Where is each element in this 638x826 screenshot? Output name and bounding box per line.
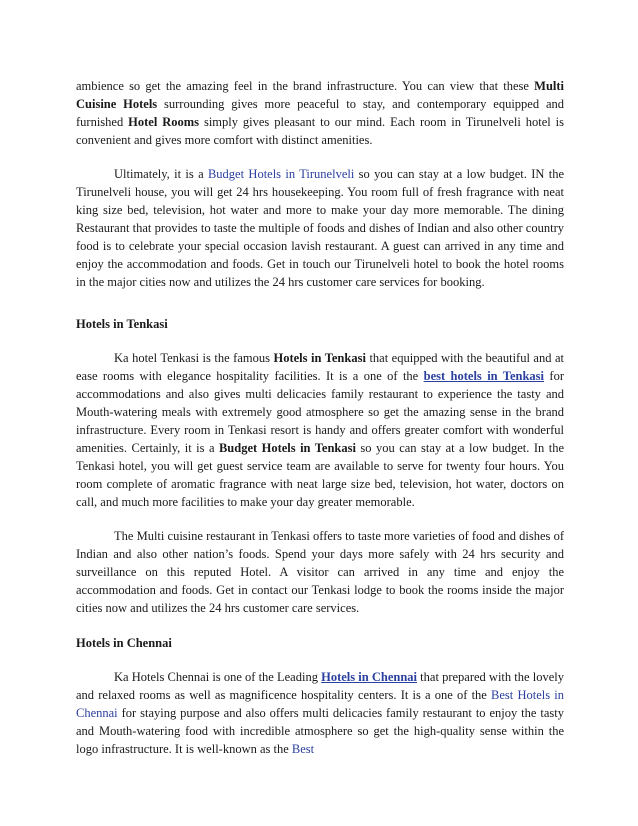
heading-hotels-in-tenkasi: Hotels in Tenkasi bbox=[76, 317, 168, 331]
paragraph-chennai-intro: Ka Hotels Chennai is one of the Leading Hotels in Chennai that prepared with the lovely and relaxed rooms as well as magnificence hospitality centers. It is a one of the Best Hotels in Chennai for staying purpose and also offers multi delicacies family restaurant to enjoy the tasty and Mouth-watering food with incredible atmosphere so get the high-quality sense within the logo infrastructure. It is well-known as the Best bbox=[76, 670, 564, 756]
paragraph-tirunelveli-budget: Ultimately, it is a Budget Hotels in Tirunelveli so you can stay at a low budget. IN the Tirunelveli house, you will get 24 hrs housekeeping. You room full of fresh fragrance with neat king size bed, television, hot water and more to make your day more memorable. The dining Restaurant that provides to taste the multiple of foods and dishes of Indian and also other country food is to celebrate your special occasion lavish restaurant. A guest can arrived in any time and enjoy the accommodation and foods. Get in touch our Tirunelveli hotel to book the hotel rooms in the major cities now and utilizes the 24 hrs customer care services for booking. bbox=[76, 167, 564, 289]
paragraph-tenkasi-intro: Ka hotel Tenkasi is the famous Hotels in Tenkasi that equipped with the beautiful and at ease rooms with elegance hospitality facilities. It is a one of the best hotels in Tenkasi for accommodations and also gives multi delicacies family restaurant to experience the tasty and Mouth-watering meals with extremely good atmosphere so get the amazing sense in the brand infrastructure. Every room in Tenkasi resort is handy and offers greater comfort with wonderful amenities. Certainly, it is a Budget Hotels in Tenkasi so you can stay at a low budget. In the Tenkasi hotel, you will get guest service team are available to serve for twenty four hours. You room complete of aromatic fragrance with neat large size bed, television, hot water, doctors on call, and much more facilities to make your day greater memorable. bbox=[76, 351, 565, 509]
bold-budget-hotels-tenkasi: Budget Hotels in Tenkasi bbox=[218, 441, 356, 455]
link-best-hotels-chennai[interactable]: Best Hotels in Chennai bbox=[76, 688, 564, 720]
section-chennai bbox=[76, 634, 564, 758]
bold-hotel-rooms: Hotel Rooms bbox=[128, 115, 200, 129]
paragraph-tenkasi-restaurant: The Multi cuisine restaurant in Tenkasi offers to taste more varieties of food and dishes of Indian and also other nation’s foods. Spend your days more safely with 24 hrs security and surveillance on this reputed Hotel. A visitor can arrived in any time and enjoy the accommodation and foods. Get in contact our Tenkasi lodge to book the rooms inside the major cities now and utilizes the 24 hrs customer care services. bbox=[76, 529, 564, 615]
heading-hotels-in-chennai: Hotels in Chennai bbox=[76, 636, 172, 650]
bold-hotels-in-tenkasi: Hotels in Tenkasi bbox=[273, 351, 366, 365]
section-tenkasi bbox=[76, 315, 564, 617]
link-best-trailing[interactable]: Best bbox=[291, 742, 315, 756]
section-tirunelveli bbox=[76, 77, 564, 291]
paragraph-tirunelveli-amenities: ambience so get the amazing feel in the brand infrastructure. You can view that these Multi Cuisine Hotels surrounding gives more peaceful to stay, and contemporary equipped and furnished Hotel Rooms simply gives pleasant to our mind. Each room in Tirunelveli hotel is convenient and gives more comfort with distinct amenities. bbox=[76, 79, 565, 147]
link-budget-hotels-tirunelveli[interactable]: Budget Hotels in Tirunelveli bbox=[207, 167, 355, 181]
bold-multi-cuisine-hotels: Multi Cuisine Hotels bbox=[76, 79, 564, 111]
link-hotels-in-chennai[interactable]: Hotels in Chennai bbox=[321, 670, 418, 684]
link-best-hotels-tenkasi[interactable]: best hotels in Tenkasi bbox=[423, 369, 545, 383]
